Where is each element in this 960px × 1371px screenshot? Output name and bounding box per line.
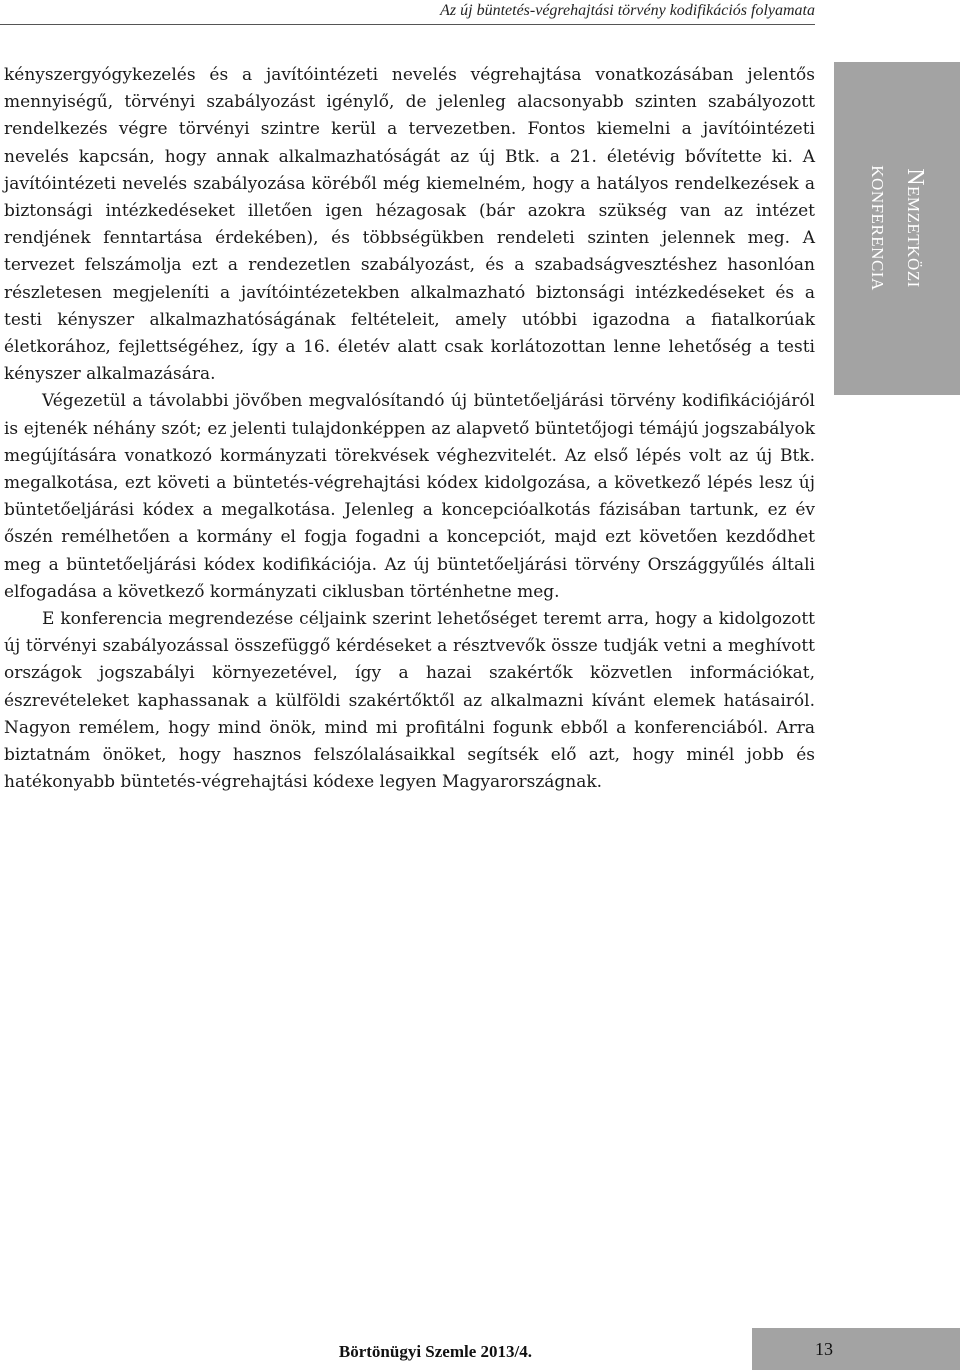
footer-journal-title: Börtönügyi Szemle 2013/4. (338, 1342, 532, 1361)
running-title: Az új büntetés-végrehajtási törvény kodifikációs folyamata (440, 2, 815, 19)
side-tab-label (861, 165, 933, 290)
paragraph-conference: E konferencia megrendezése céljaink szerint lehetőséget teremt arra, hogy a kidolgozott új törvényi szabályozással összefüggő kérdéseket a résztvevők össze tudják vetni a meghívott országok jogszabályi környezetével, így a hazai szakértők közvetlen információkat, észrevételeket kaphassanak a külföldi szakértőktől az alkalmazni kívánt elemek hatásairól. Nagyon remélem, hogy mind önök, mind mi profitálni fogunk ebből a konferenciából. Arra biztatnám önöket, hogy hasznos felszólalásaikkal segítsék elő azt, hogy minél jobb és hatékonyabb büntetés-végrehajtási kódexe legyen Magyarországnak. (4, 609, 815, 793)
running-header (0, 0, 815, 25)
paragraph-criminal-procedure: Végezetül a távolabbi jövőben megvalósítandó új büntetőeljárási törvény kodifikációjáról is ejtenék néhány szót; ez jelenti tulajdonképpen az alapvető büntetőjogi témájú jogszabályok megújítására vonatkozó kormányzati törekvések véghezvitelét. Az első lépés volt az új Btk. megalkotása, ezt követi a büntetés-végrehajtási kódex kidolgozása, a következő lépés lesz új büntetőeljárási kódex a megalkotása. Jelenleg a koncepcióalkotás fázisában tartunk, ez év őszén remélhetően a kormány el fogja fogadni a koncepciót, majd ezt követően kezdődhet meg a büntetőeljárási kódex kodifikációja. Az új büntetőeljárási törvény Országgyűlés általi elfogadása a következő kormányzati ciklusban történhetne meg. (4, 391, 815, 602)
paragraph-continued: kényszergyógykezelés és a javítóintézeti nevelés végrehajtása vonatkozásában jelentős mennyiségű, törvényi szabályozást igénylő, de jelenleg alacsonyabb szinten szabályozott rendelkezés végre törvényi szintre kerül a tervezetben. Fontos kiemelni a javítóintézeti nevelés kapcsán, hogy annak alkalmazhatóságát az új Btk. a 21. életévig bővítette ki. A javítóintézeti nevelés szabályozása köréből még kiemelném, hogy a hatályos rendelkezések a biztonsági intézkedéseket illetően igen hézagosak (bár azokra szükség van az intézet rendjének fenntartása érdekében), és többségükben rendeleti szinten jelennek meg. A tervezet felszámolja ezt a rendezetlen szabályozást, és a szabadságvesztéshez hasonlóan részletesen megjeleníti a javítóintézetekben alkalmazható biztonsági intézkedéseket és a testi kényszer alkalmazhatóságának feltételeit, amely utóbbi igazodna a fiatalkorúak életkorához, fejlettségéhez, így a 16. életév alatt csak korlátozottan lenne lehetőség a testi kényszer alkalmazására. (4, 65, 815, 385)
side-tab-line-2: konferencia (866, 165, 892, 291)
article-body (4, 62, 815, 796)
page-number: 13 (815, 1339, 833, 1359)
side-tab-line-1: Nemzetközi (902, 168, 928, 288)
footer-page-box (752, 1328, 960, 1370)
section-side-tab (834, 62, 960, 395)
